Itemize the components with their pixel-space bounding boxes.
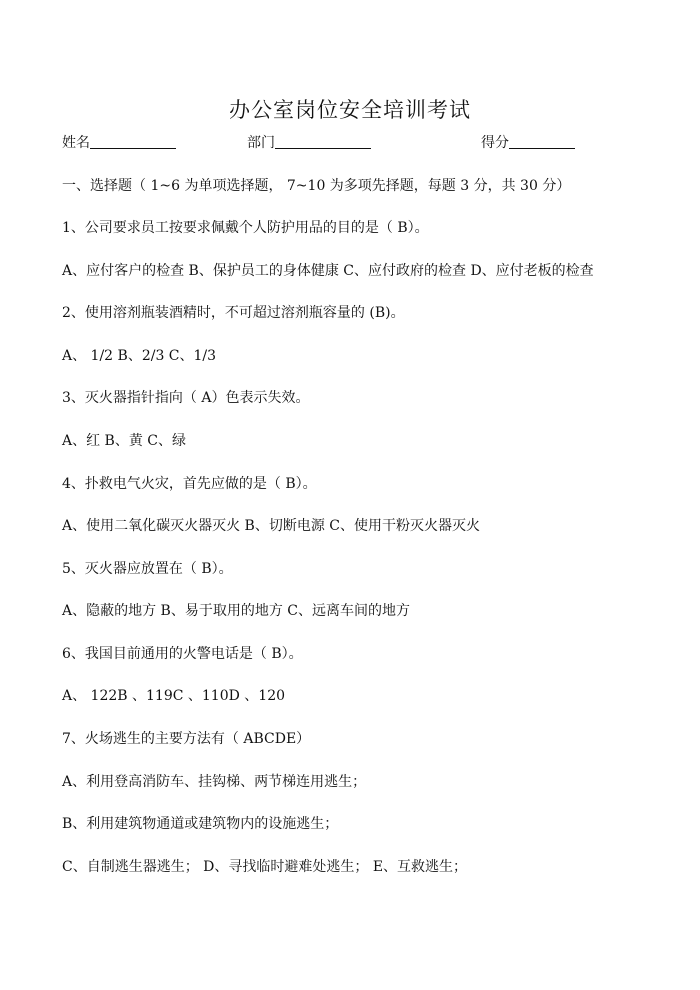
exam-title: 办公室岗位安全培训考试 [229,98,471,122]
question-7: 7、火场逃生的主要方法有（ ABCDE） [62,731,311,747]
score-blank [509,134,575,149]
department-field [247,132,371,152]
question-3: 3、灭火器指针指向（ A）色表示失效。 [62,390,310,406]
name-label: 姓名 [62,135,90,151]
question-3-options: A、红 B、黄 C、绿 [62,433,187,449]
score-label: 得分 [481,135,509,151]
question-6: 6、我国目前通用的火警电话是（ B）。 [62,646,303,662]
question-7-option-b: B、利用建筑物通道或建筑物内的设施逃生； [62,816,339,832]
question-4: 4、扑救电气火灾，首先应做的是（ B）。 [62,476,317,492]
question-7-options-cde: C、自制逃生器逃生； D、寻找临时避难处逃生； E、互救逃生； [62,859,468,875]
question-6-options: A、 122B 、119C 、110D 、120 [62,688,286,704]
question-1: 1、公司要求员工按要求佩戴个人防护用品的目的是（ B）。 [62,220,429,236]
question-1-options: A、应付客户的检查 B、保护员工的身体健康 C、应付政府的检查 D、应付老板的检查 [62,263,594,279]
question-4-options: A、使用二氧化碳灭火器灭火 B、切断电源 C、使用干粉灭火器灭火 [62,518,481,534]
department-label: 部门 [247,135,275,151]
name-field [62,132,176,152]
question-5: 5、灭火器应放置在（ B）。 [62,561,233,577]
question-7-option-a: A、利用登高消防车、挂钩梯、两节梯连用逃生； [62,774,367,790]
score-field [481,132,575,152]
question-2-options: A、 1/2 B、2/3 C、1/3 [62,348,217,364]
question-2: 2、使用溶剂瓶装酒精时，不可超过溶剂瓶容量的 (B)。 [62,305,405,321]
question-5-options: A、隐蔽的地方 B、易于取用的地方 C、远离车间的地方 [62,603,411,619]
section-heading: 一、选择题（ 1~6 为单项选择题， 7~10 为多项先择题，每题 3 分，共 30 分） [62,178,571,194]
department-blank [275,134,371,149]
name-blank [90,134,176,149]
